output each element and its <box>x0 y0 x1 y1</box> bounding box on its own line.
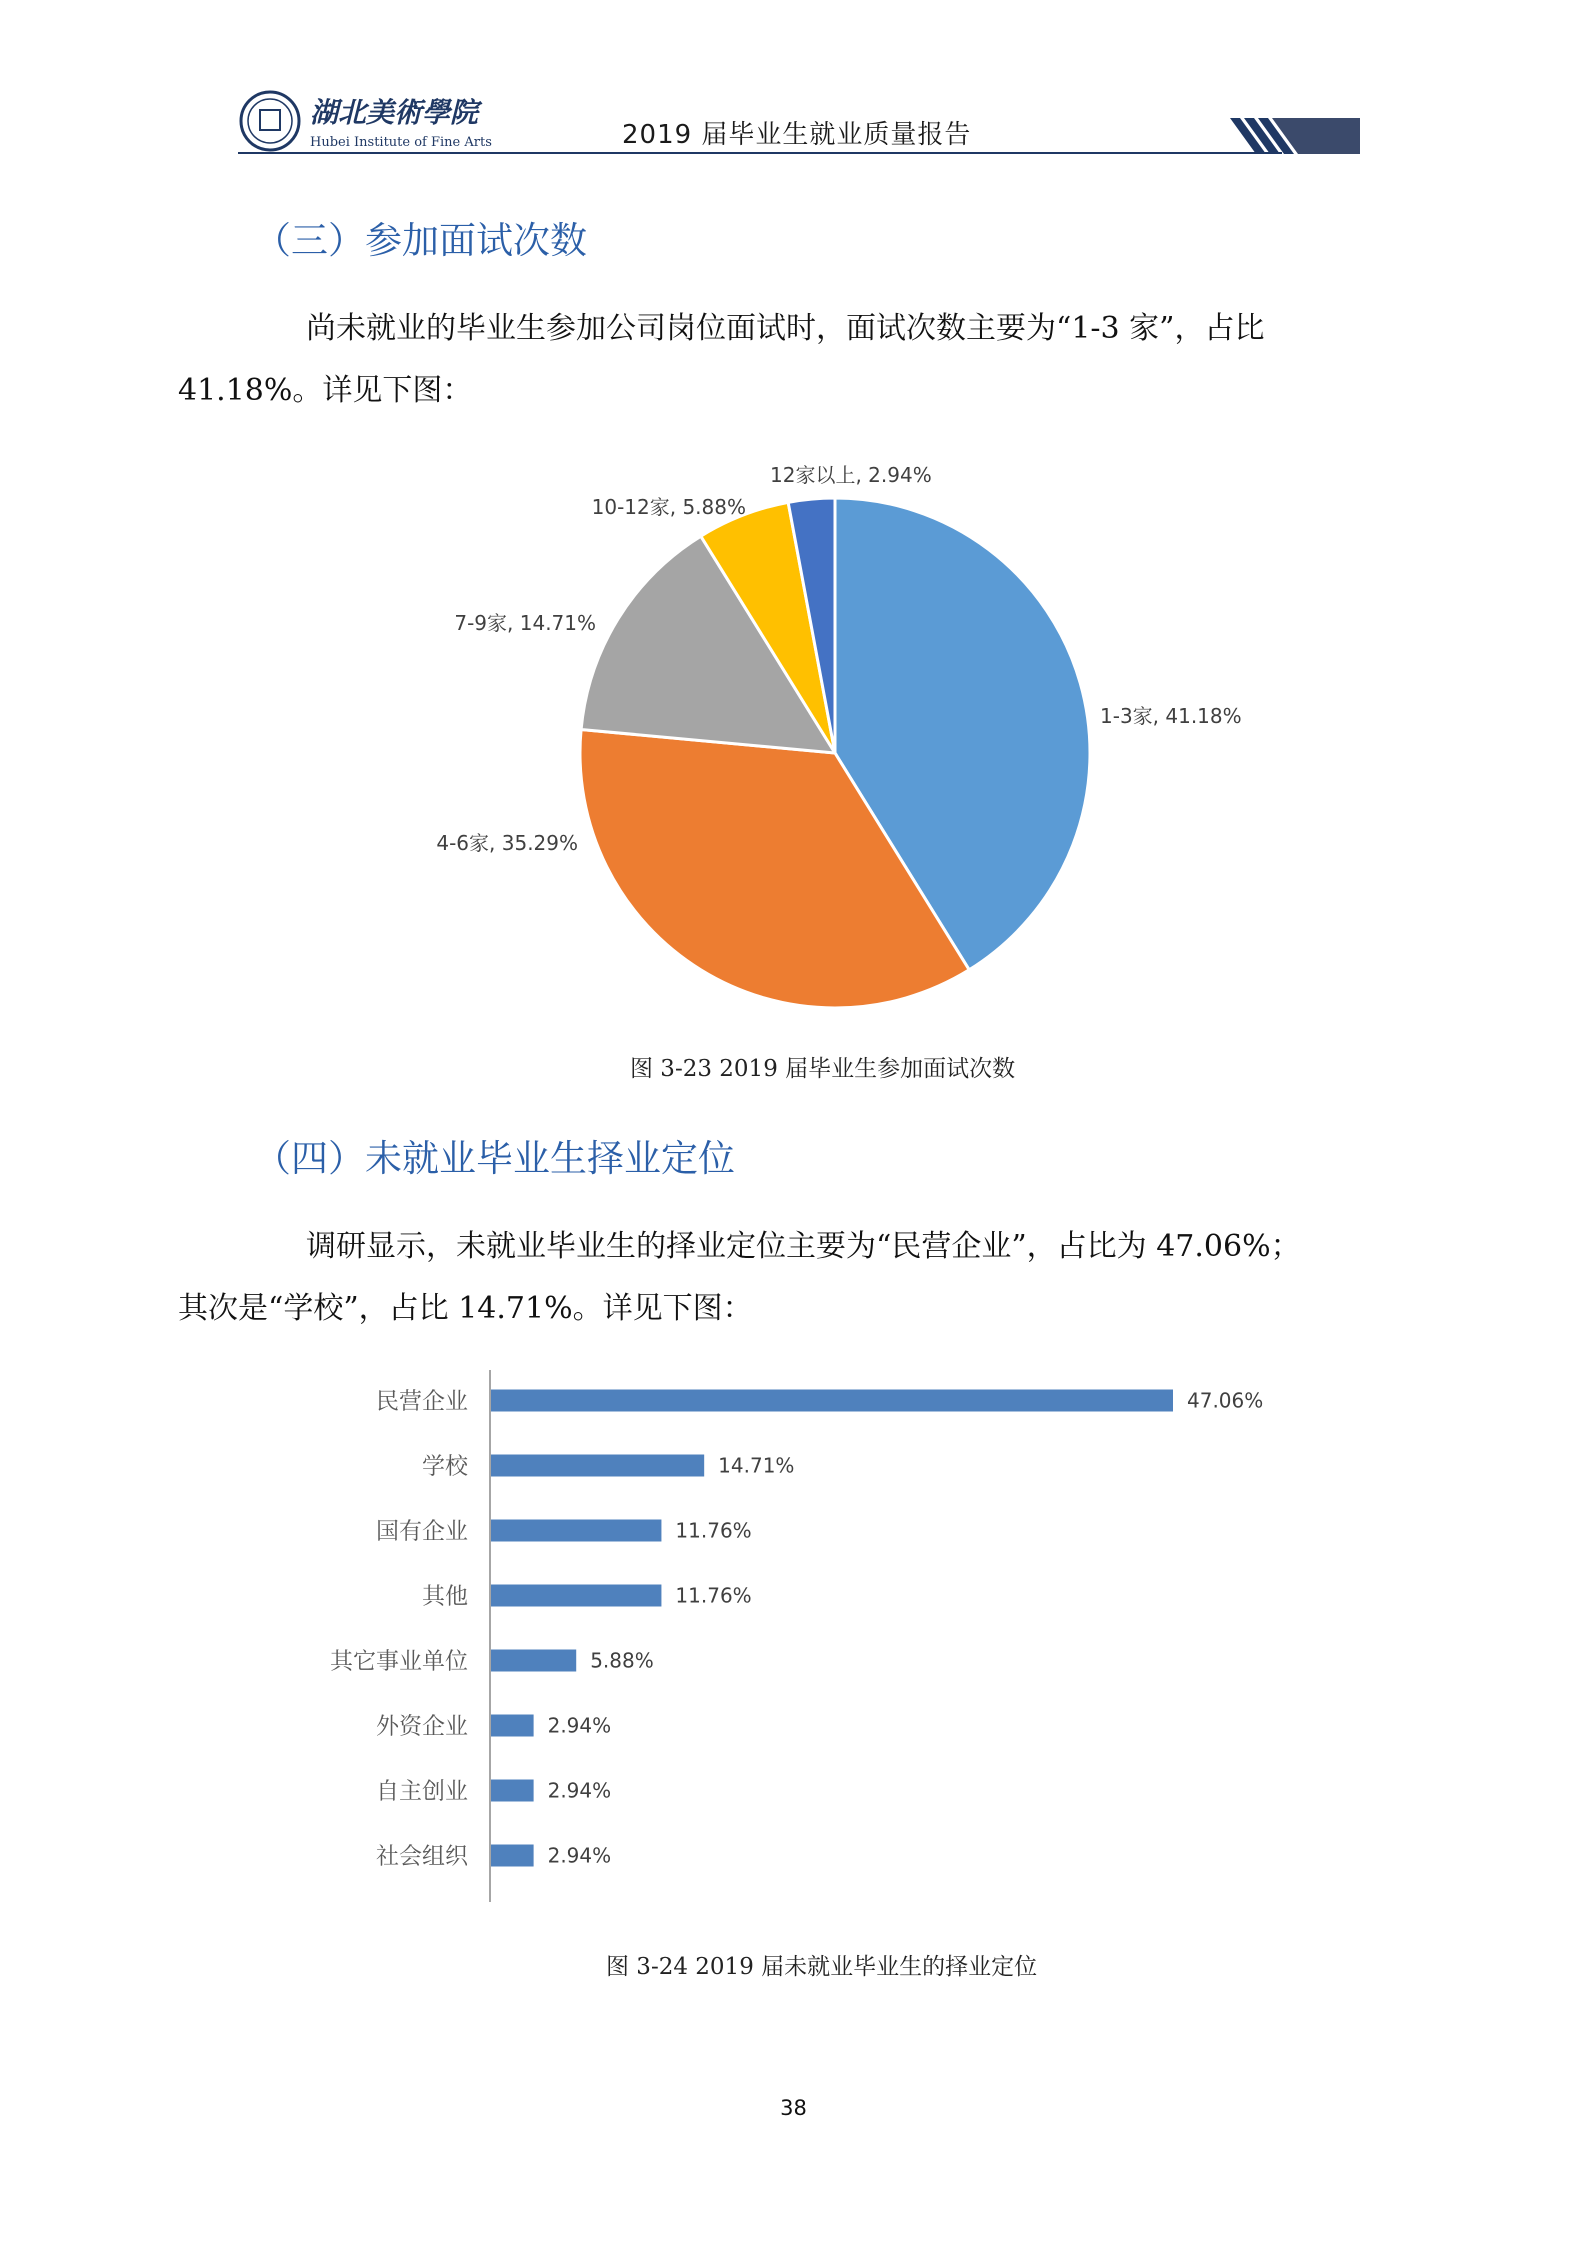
section4-para-line1: 调研显示，未就业毕业生的择业定位主要为“民营企业”，占比为 47.06%； <box>306 1229 1301 1264</box>
logo-cn-text: 湖北美術學院 <box>310 96 479 129</box>
bar-value-label-7: 2.94% <box>547 1778 612 1803</box>
career-orientation-bar-chart <box>300 1370 1300 1910</box>
bar-category-label-8: 社会组织 <box>376 1843 468 1870</box>
figure-caption-3-24: 图 3-24 2019 届未就业毕业生的择业定位 <box>606 1954 1038 1980</box>
bar-category-label-2: 学校 <box>422 1453 468 1480</box>
logo-en-text: Hubei Institute of Fine Arts <box>310 135 492 150</box>
bar-category-label-1: 民营企业 <box>376 1388 468 1415</box>
bar-value-label-5: 5.88% <box>590 1648 654 1673</box>
section3-para-line1: 尚未就业的毕业生参加公司岗位面试时，面试次数主要为“1-3 家”，占比 <box>306 311 1265 346</box>
pie-label-4: 10-12家, 5.88% <box>591 495 746 519</box>
bar-8 <box>491 1845 534 1867</box>
section4-paragraph <box>178 1216 1352 1340</box>
header-decoration <box>1230 118 1360 154</box>
bar-2 <box>491 1455 704 1477</box>
section-title-interviews: （三）参加面试次数 <box>254 219 587 262</box>
page-number: 38 <box>780 2096 807 2120</box>
school-logo <box>238 88 538 154</box>
bar-category-label-3: 国有企业 <box>376 1518 468 1545</box>
bar-value-label-4: 11.76% <box>675 1583 752 1608</box>
bar-value-label-1: 47.06% <box>1187 1388 1264 1413</box>
section-title-career-orientation: （四）未就业毕业生择业定位 <box>254 1137 735 1180</box>
bar-category-label-5: 其它事业单位 <box>330 1648 468 1675</box>
bar-category-label-4: 其他 <box>422 1583 468 1610</box>
pie-label-1: 1-3家, 41.18% <box>1100 704 1242 728</box>
bar-category-label-7: 自主创业 <box>376 1778 468 1805</box>
bar-value-label-3: 11.76% <box>675 1518 752 1543</box>
bar-6 <box>491 1715 534 1737</box>
section3-para-line2: 41.18%。详见下图： <box>178 373 473 408</box>
bar-1 <box>491 1390 1173 1412</box>
pie-label-5: 12家以上, 2.94% <box>770 463 932 487</box>
bar-value-label-6: 2.94% <box>547 1713 612 1738</box>
bar-value-label-2: 14.71% <box>718 1453 795 1478</box>
bar-4 <box>491 1585 661 1607</box>
header-divider <box>238 152 1282 154</box>
bar-5 <box>491 1650 576 1672</box>
report-title: 2019 届毕业生就业质量报告 <box>622 120 972 150</box>
pie-label-2: 4-6家, 35.29% <box>436 831 578 855</box>
pie-label-3: 7-9家, 14.71% <box>454 611 596 635</box>
figure-caption-3-23: 图 3-23 2019 届毕业生参加面试次数 <box>630 1056 1016 1082</box>
bar-3 <box>491 1520 661 1542</box>
bar-category-label-6: 外资企业 <box>376 1713 468 1740</box>
section4-para-line2: 其次是“学校”，占比 14.71%。详见下图： <box>178 1291 753 1326</box>
bar-value-label-8: 2.94% <box>547 1843 612 1868</box>
bar-7 <box>491 1780 534 1802</box>
interview-count-pie-chart <box>400 440 1300 1030</box>
section3-paragraph <box>178 298 1352 422</box>
